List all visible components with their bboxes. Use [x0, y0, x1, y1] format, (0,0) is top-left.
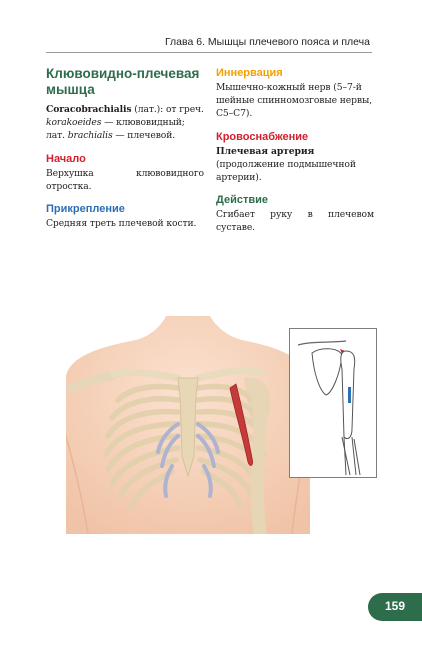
scapula-humerus-inset: [289, 328, 377, 478]
insertion-heading: Прикрепление: [46, 203, 125, 216]
etymology: [46, 103, 204, 143]
greek-term-2-meaning: — плечевой.: [112, 130, 176, 142]
insertion-text: Средняя треть плечевой кости.: [46, 218, 197, 230]
innervation-text: Мышечно-кожный нерв (5–7-й шейные спинномозговые нервы, C5–C7).: [216, 82, 372, 120]
blood-supply-text: [216, 145, 374, 185]
chapter-title: Глава 6. Мышцы плечевого пояса и плеча: [164, 36, 370, 48]
artery-description: (продолжение подмышечной артерии).: [216, 158, 356, 184]
action-heading: Действие: [216, 194, 268, 207]
blood-supply-heading: Кровоснабжение: [216, 130, 309, 143]
greek-term-2: brachialis: [67, 130, 113, 142]
latin-suffix: (лат.): от греч.: [131, 104, 204, 115]
innervation-heading: Иннервация: [216, 67, 283, 79]
origin-text: Верхушка клювовидного отростка.: [46, 167, 204, 192]
greek-term-1: korakoeides: [46, 117, 102, 129]
muscle-title-line2: мышца: [46, 82, 95, 97]
chest-skeleton-illustration: [66, 316, 310, 534]
muscle-title-line1: Клювовидно-плечевая: [46, 66, 200, 81]
action-text: Сгибает руку в плечевом суставе.: [216, 209, 374, 234]
page-number: 159: [384, 599, 406, 613]
left-column: [46, 66, 204, 239]
greek-term-1-meaning: — клювовидный; лат.: [46, 117, 185, 142]
page-number-tab: [368, 593, 422, 621]
muscle-title: [46, 66, 204, 98]
chapter-header: [46, 22, 372, 53]
latin-name: Coracobrachialis: [46, 104, 132, 115]
artery-name: Плечевая артерия: [216, 145, 315, 157]
right-column: [216, 66, 374, 244]
origin-heading: Начало: [46, 152, 86, 165]
